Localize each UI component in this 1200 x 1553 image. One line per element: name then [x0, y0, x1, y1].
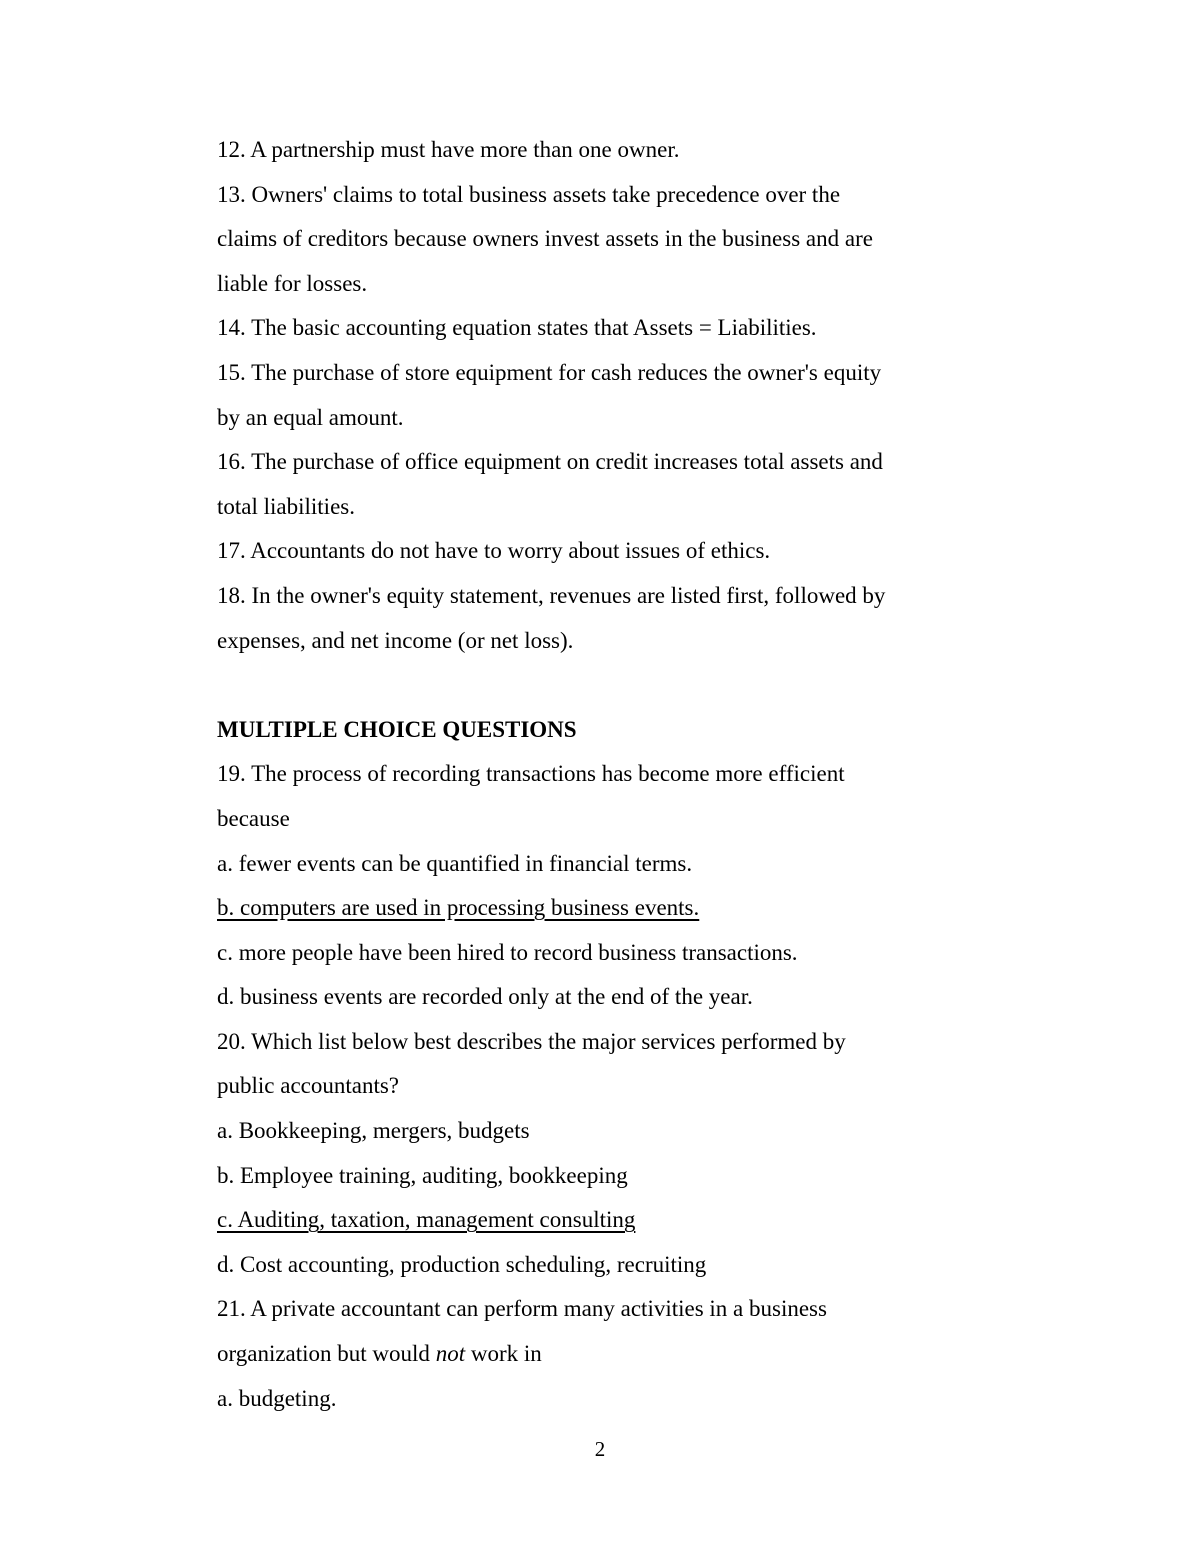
tf-question-13-line-2: claims of creditors because owners invest assets in the business and are [217, 226, 873, 252]
stem-text: organization but would [217, 1341, 436, 1367]
answer-underline: c. Auditing, taxation, management consulting [217, 1207, 636, 1233]
tf-question-15-line-1: 15. The purchase of store equipment for cash reduces the owner's equity [217, 359, 882, 385]
mc-question-20-option-d: d. Cost accounting, production scheduling, recruiting [217, 1251, 707, 1277]
tf-question-16-line-2: total liabilities. [217, 493, 355, 519]
mc-question-20-stem-line-1: 20. Which list below best describes the major services performed by [217, 1028, 846, 1054]
mc-question-20-stem-line-2: public accountants? [217, 1073, 400, 1099]
mc-question-19-option-c: c. more people have been hired to record business transactions. [217, 939, 798, 965]
section-heading: MULTIPLE CHOICE QUESTIONS [217, 716, 577, 742]
tf-question-17: 17. Accountants do not have to worry about issues of ethics. [217, 538, 771, 564]
mc-question-19-option-b-answer [217, 886, 1007, 931]
mc-question-20-option-b: b. Employee training, auditing, bookkeeping [217, 1162, 628, 1188]
tf-question-13-line-1: 13. Owners' claims to total business assets take precedence over the [217, 181, 841, 207]
mc-question-20-option-c-answer [217, 1198, 1007, 1243]
document-body [217, 128, 1007, 1421]
emphasis-text: not [435, 1341, 466, 1367]
tf-question-12: 12. A partnership must have more than one owner. [217, 137, 680, 162]
mc-question-19-stem-line-1: 19. The process of recording transactions has become more efficient [217, 761, 845, 787]
mc-question-20-option-a: a. Bookkeeping, mergers, budgets [217, 1118, 530, 1144]
section-spacer [217, 663, 1007, 708]
tf-question-16-line-1: 16. The purchase of office equipment on credit increases total assets and [217, 449, 883, 475]
tf-question-15-line-2: by an equal amount. [217, 404, 404, 430]
mc-question-21-stem-line-1: 21. A private accountant can perform many activities in a business [217, 1296, 827, 1322]
mc-question-19-option-d: d. business events are recorded only at the end of the year. [217, 984, 753, 1010]
mc-question-21-stem-line-2 [217, 1332, 1007, 1377]
tf-question-18-line-1: 18. In the owner's equity statement, revenues are listed first, followed by [217, 582, 886, 608]
answer-underline: b. computers are used in processing business events. [217, 895, 700, 921]
tf-question-13-line-3: liable for losses. [217, 270, 368, 296]
stem-text: work in [465, 1341, 542, 1367]
mc-question-19-stem-line-2: because [217, 805, 290, 831]
mc-question-21-option-a: a. budgeting. [217, 1385, 337, 1411]
tf-question-18-line-2: expenses, and net income (or net loss). [217, 627, 574, 653]
mc-question-19-option-a: a. fewer events can be quantified in financial terms. [217, 850, 693, 876]
tf-question-14: 14. The basic accounting equation states that Assets = Liabilities. [217, 315, 817, 341]
page-number: 2 [594, 1437, 606, 1461]
